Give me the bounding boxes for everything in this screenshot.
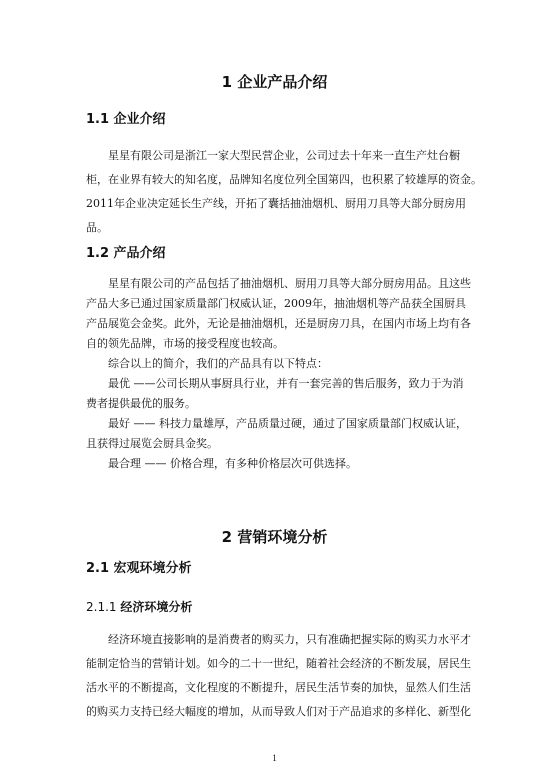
section-1-title: 1 企业产品介绍	[221, 73, 328, 91]
text-line: 柜，在业界有较大的知名度，品牌知名度位列全国第四，也积累了较雄厚的资金。	[86, 173, 482, 186]
feature-good: 最好 —— 科技力量雄厚，产品质量过硬，通过了国家质量部门权威认证，	[108, 417, 467, 430]
text-line: 星星有限公司是浙江一家大型民营企业，公司过去十年来一直生产灶台橱	[108, 149, 460, 162]
feature-fair: 最合理 —— 价格合理，有多种价格层次可供选择。	[108, 457, 357, 470]
feature-best-cont: 费者提供最优的服务。	[86, 397, 196, 410]
section-2-1-1-paragraph	[86, 628, 471, 724]
text-line: 产品展览会金奖。此外，无论是抽油烟机，还是厨房刀具，在国内市场上均有各	[86, 317, 471, 330]
section-1-1-heading: 1.1 企业介绍	[86, 112, 166, 127]
text-line: 经济环境直接影响的是消费者的购买力，只有准确把握实际的购买力水平才	[108, 633, 471, 646]
page-number: 1	[272, 753, 277, 763]
features-intro: 综合以上的简介，我们的产品具有以下特点：	[108, 357, 328, 370]
text-line: 产品大多已通过国家质量部门权威认证，2009年，抽油烟机等产品获全国厨具	[86, 297, 466, 310]
subsection-title: 经济环境分析	[120, 600, 193, 614]
section-1-2-paragraph	[86, 274, 471, 474]
text-line: 星星有限公司的产品包括了抽油烟机、厨用刀具等大部分厨房用品。且这些	[108, 277, 471, 290]
feature-best: 最优 ——公司长期从事厨具行业，并有一套完善的售后服务，致力于为消	[108, 377, 464, 390]
text-line: 活水平的不断提高，文化程度的不断提升，居民生活节奏的加快，显然人们生活	[86, 681, 471, 694]
text-line: 自的领先品牌，市场的接受程度也较高。	[86, 337, 284, 350]
feature-good-cont: 且获得过展览会厨具金奖。	[86, 437, 218, 450]
text-line: 能制定恰当的营销计划。如今的二十一世纪，随着社会经济的不断发展，居民生	[86, 657, 471, 670]
text-line: 的购买力支持已经大幅度的增加，从而导致人们对于产品追求的多样化、新型化	[86, 705, 471, 718]
section-2-1-1-heading	[86, 599, 192, 615]
section-1-1-paragraph	[86, 144, 482, 240]
text-line: 2011年企业决定延长生产线，开拓了囊括抽油烟机、厨用刀具等大部分厨房用	[86, 197, 466, 210]
section-2-1-heading: 2.1 宏观环境分析	[86, 561, 192, 576]
subsection-number: 2.1.1	[86, 600, 121, 614]
text-line: 品。	[86, 221, 108, 234]
section-1-2-heading: 1.2 产品介绍	[86, 246, 166, 261]
section-2-title: 2 营销环境分析	[221, 528, 328, 546]
